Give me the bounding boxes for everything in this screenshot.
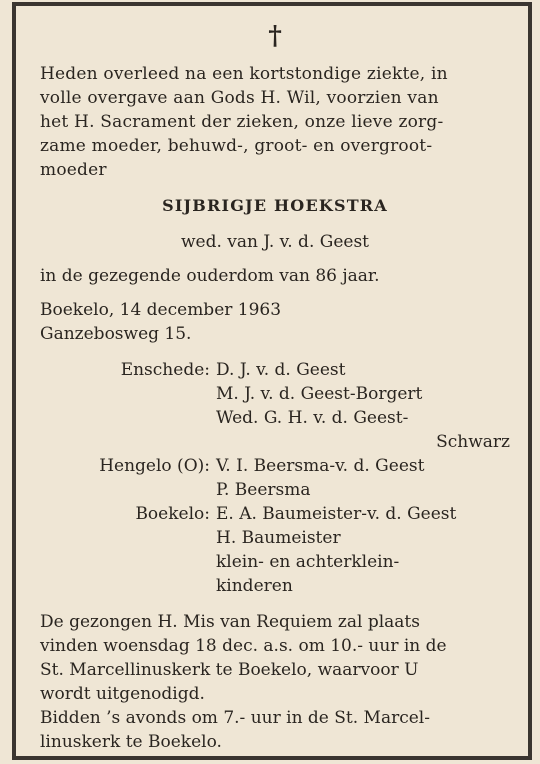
age-line: in de gezegende ouderdom van 86 jaar. — [40, 266, 380, 286]
mass-line: vinden woensdag 18 dec. a.s. om 10.- uur in de — [40, 636, 447, 656]
address: Ganzebosweg 15. — [40, 324, 192, 344]
intro-line: moeder — [40, 160, 107, 180]
family-member: H. Baumeister — [216, 528, 341, 548]
family-member: V. I. Beersma-v. d. Geest — [216, 456, 425, 476]
intro-paragraph — [40, 62, 510, 182]
place-date-block — [40, 298, 510, 346]
mass-line: linuskerk te Boekelo. — [40, 732, 222, 752]
family-location: Hengelo (O): — [99, 456, 210, 476]
frame-left — [12, 2, 16, 760]
place-date: Boekelo, 14 december 1963 — [40, 300, 282, 320]
frame-right — [528, 2, 532, 760]
family-member: M. J. v. d. Geest-Borgert — [216, 384, 423, 404]
intro-line: volle overgave aan Gods H. Wil, voorzien van — [40, 88, 439, 108]
intro-line: zame moeder, behuwd-, groot- en overgroot- — [40, 136, 433, 156]
mass-line: wordt uitgenodigd. — [40, 684, 205, 704]
family-member: Schwarz — [436, 432, 510, 452]
family-names — [212, 502, 510, 598]
family-member: Wed. G. H. v. d. Geest- — [216, 408, 409, 428]
family-member: P. Beersma — [216, 480, 311, 500]
intro-line: Heden overleed na een kortstondige ziekte, in — [40, 64, 448, 84]
family-location: Boekelo: — [135, 504, 210, 524]
notice-content — [40, 18, 510, 754]
cross-icon: † — [268, 21, 282, 51]
family-names — [212, 454, 510, 502]
family-member: klein- en achterklein- — [216, 552, 400, 572]
frame-bottom — [14, 756, 530, 760]
intro-line: het H. Sacrament der zieken, onze lieve zorg- — [40, 112, 444, 132]
mass-line: St. Marcellinuskerk te Boekelo, waarvoor U — [40, 660, 419, 680]
mass-line: Bidden ’s avonds om 7.- uur in de St. Marcel- — [40, 708, 430, 728]
family-names — [212, 358, 510, 454]
family-member: kinderen — [216, 576, 293, 596]
family-member: E. A. Baumeister-v. d. Geest — [216, 504, 457, 524]
family-list — [40, 358, 510, 598]
family-location: Enschede: — [120, 360, 210, 380]
widow-of: wed. van J. v. d. Geest — [180, 232, 370, 252]
mass-line: De gezongen H. Mis van Requiem zal plaats — [40, 612, 420, 632]
frame-top — [14, 2, 530, 6]
mass-paragraph — [40, 610, 510, 754]
family-member: D. J. v. d. Geest — [216, 360, 346, 380]
deceased-name: SIJBRIGJE HOEKSTRA — [162, 196, 388, 215]
